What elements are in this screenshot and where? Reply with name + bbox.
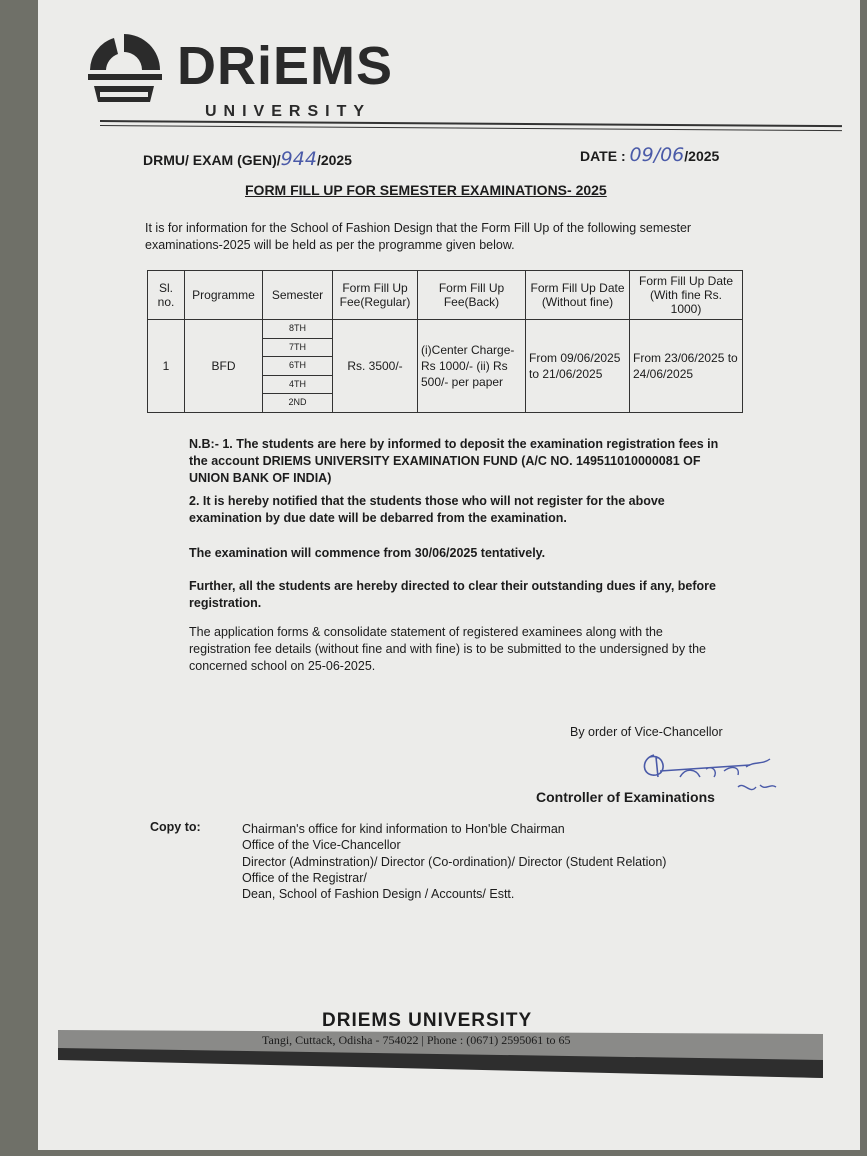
cell-date-without-fine: From 09/06/2025 to 21/06/2025 [526,320,630,413]
header-date-without-fine: Form Fill Up Date (Without fine) [526,271,630,320]
header-fee-regular: Form Fill Up Fee(Regular) [333,271,418,320]
header-sl-no: Sl. no. [148,271,185,320]
copy-to-list [242,821,666,902]
copy-to-label: Copy to: [150,820,201,834]
university-logo-icon [84,30,164,110]
copy-recipient: Director (Adminstration)/ Director (Co-ordination)/ Director (Student Relation) [242,854,667,869]
semester-item: 7TH [263,339,332,358]
copy-recipient: Office of the Vice-Chancellor [242,838,401,853]
footer-address: Tangi, Cuttack, Odisha - 754022 | Phone : (0671) 2595061 to 65 [262,1033,571,1047]
note-2: 2. It is hereby notified that the students those who will not register for the above examination by due date will be debarred from the examination. [189,494,665,525]
document-date [580,144,719,166]
cell-date-with-fine: From 23/06/2025 to 24/06/2025 [630,320,743,413]
table-row [148,320,743,413]
reference-number [143,148,352,170]
by-order-text: By order of Vice-Chancellor [570,725,723,739]
cell-fee-back: (i)Center Charge- Rs 1000/- (ii) Rs 500/- per paper [418,320,526,413]
submission-note: The application forms & consolidate statement of registered examinees along with the registration fee details (without fine and with fine) is to be submitted to the undersigned by the concerned school on 25-06-2025. [189,625,706,673]
dues-note: Further, all the students are hereby directed to clear their outstanding dues if any, before registration. [189,579,716,610]
header-programme: Programme [185,271,263,320]
header-semester: Semester [263,271,333,320]
copy-recipient: Office of the Registrar/ [242,870,367,885]
schedule-table [147,270,743,413]
date-suffix: /2025 [684,148,720,164]
table-header-row [148,271,743,320]
commencement-note: The examination will commence from 30/06/2025 tentatively. [189,546,546,560]
notice-title: FORM FILL UP FOR SEMESTER EXAMINATIONS- 2025 [245,182,607,198]
semester-item: 6TH [263,357,332,376]
cell-sl-no: 1 [148,320,185,413]
date-label: DATE : [580,148,626,164]
date-handwritten: 09/06 [629,144,685,166]
copy-recipient: Chairman's office for kind information to Hon'ble Chairman [242,822,565,836]
note-1: N.B:- 1. The students are here by informed to deposit the examination registration fees in the account DRIEMS UNIVERSITY EXAMINATION FUND (A/C NO. 149511010000081 OF UNION BANK OF INDIA) [189,437,719,485]
paper-sheet [38,0,860,1150]
cell-fee-regular: Rs. 3500/- [333,320,418,413]
copy-recipient: Dean, School of Fashion Design / Accounts/ Estt. [242,887,515,902]
logo-wordmark: DRiEMS [177,36,394,96]
intro-paragraph: It is for information for the School of Fashion Design that the Form Fill Up of the following semester examinations-2025 will be held as per the programme given below. [145,221,692,252]
header-fee-back: Form Fill Up Fee(Back) [418,271,526,320]
footer-university-name: DRIEMS UNIVERSITY [322,1010,533,1031]
semester-item: 2ND [288,397,307,407]
logo-subtitle: UNIVERSITY [205,103,372,120]
cell-programme: BFD [185,320,263,413]
reference-handwritten-number: 944 [280,148,317,170]
semester-item: 8TH [263,320,332,339]
controller-designation: Controller of Examinations [536,789,715,805]
reference-suffix: /2025 [316,152,352,168]
semester-item: 4TH [263,376,332,395]
reference-prefix: DRMU/ EXAM (GEN)/ [143,152,281,168]
cell-semesters [263,320,333,413]
header-date-with-fine: Form Fill Up Date (With fine Rs. 1000) [630,271,743,320]
